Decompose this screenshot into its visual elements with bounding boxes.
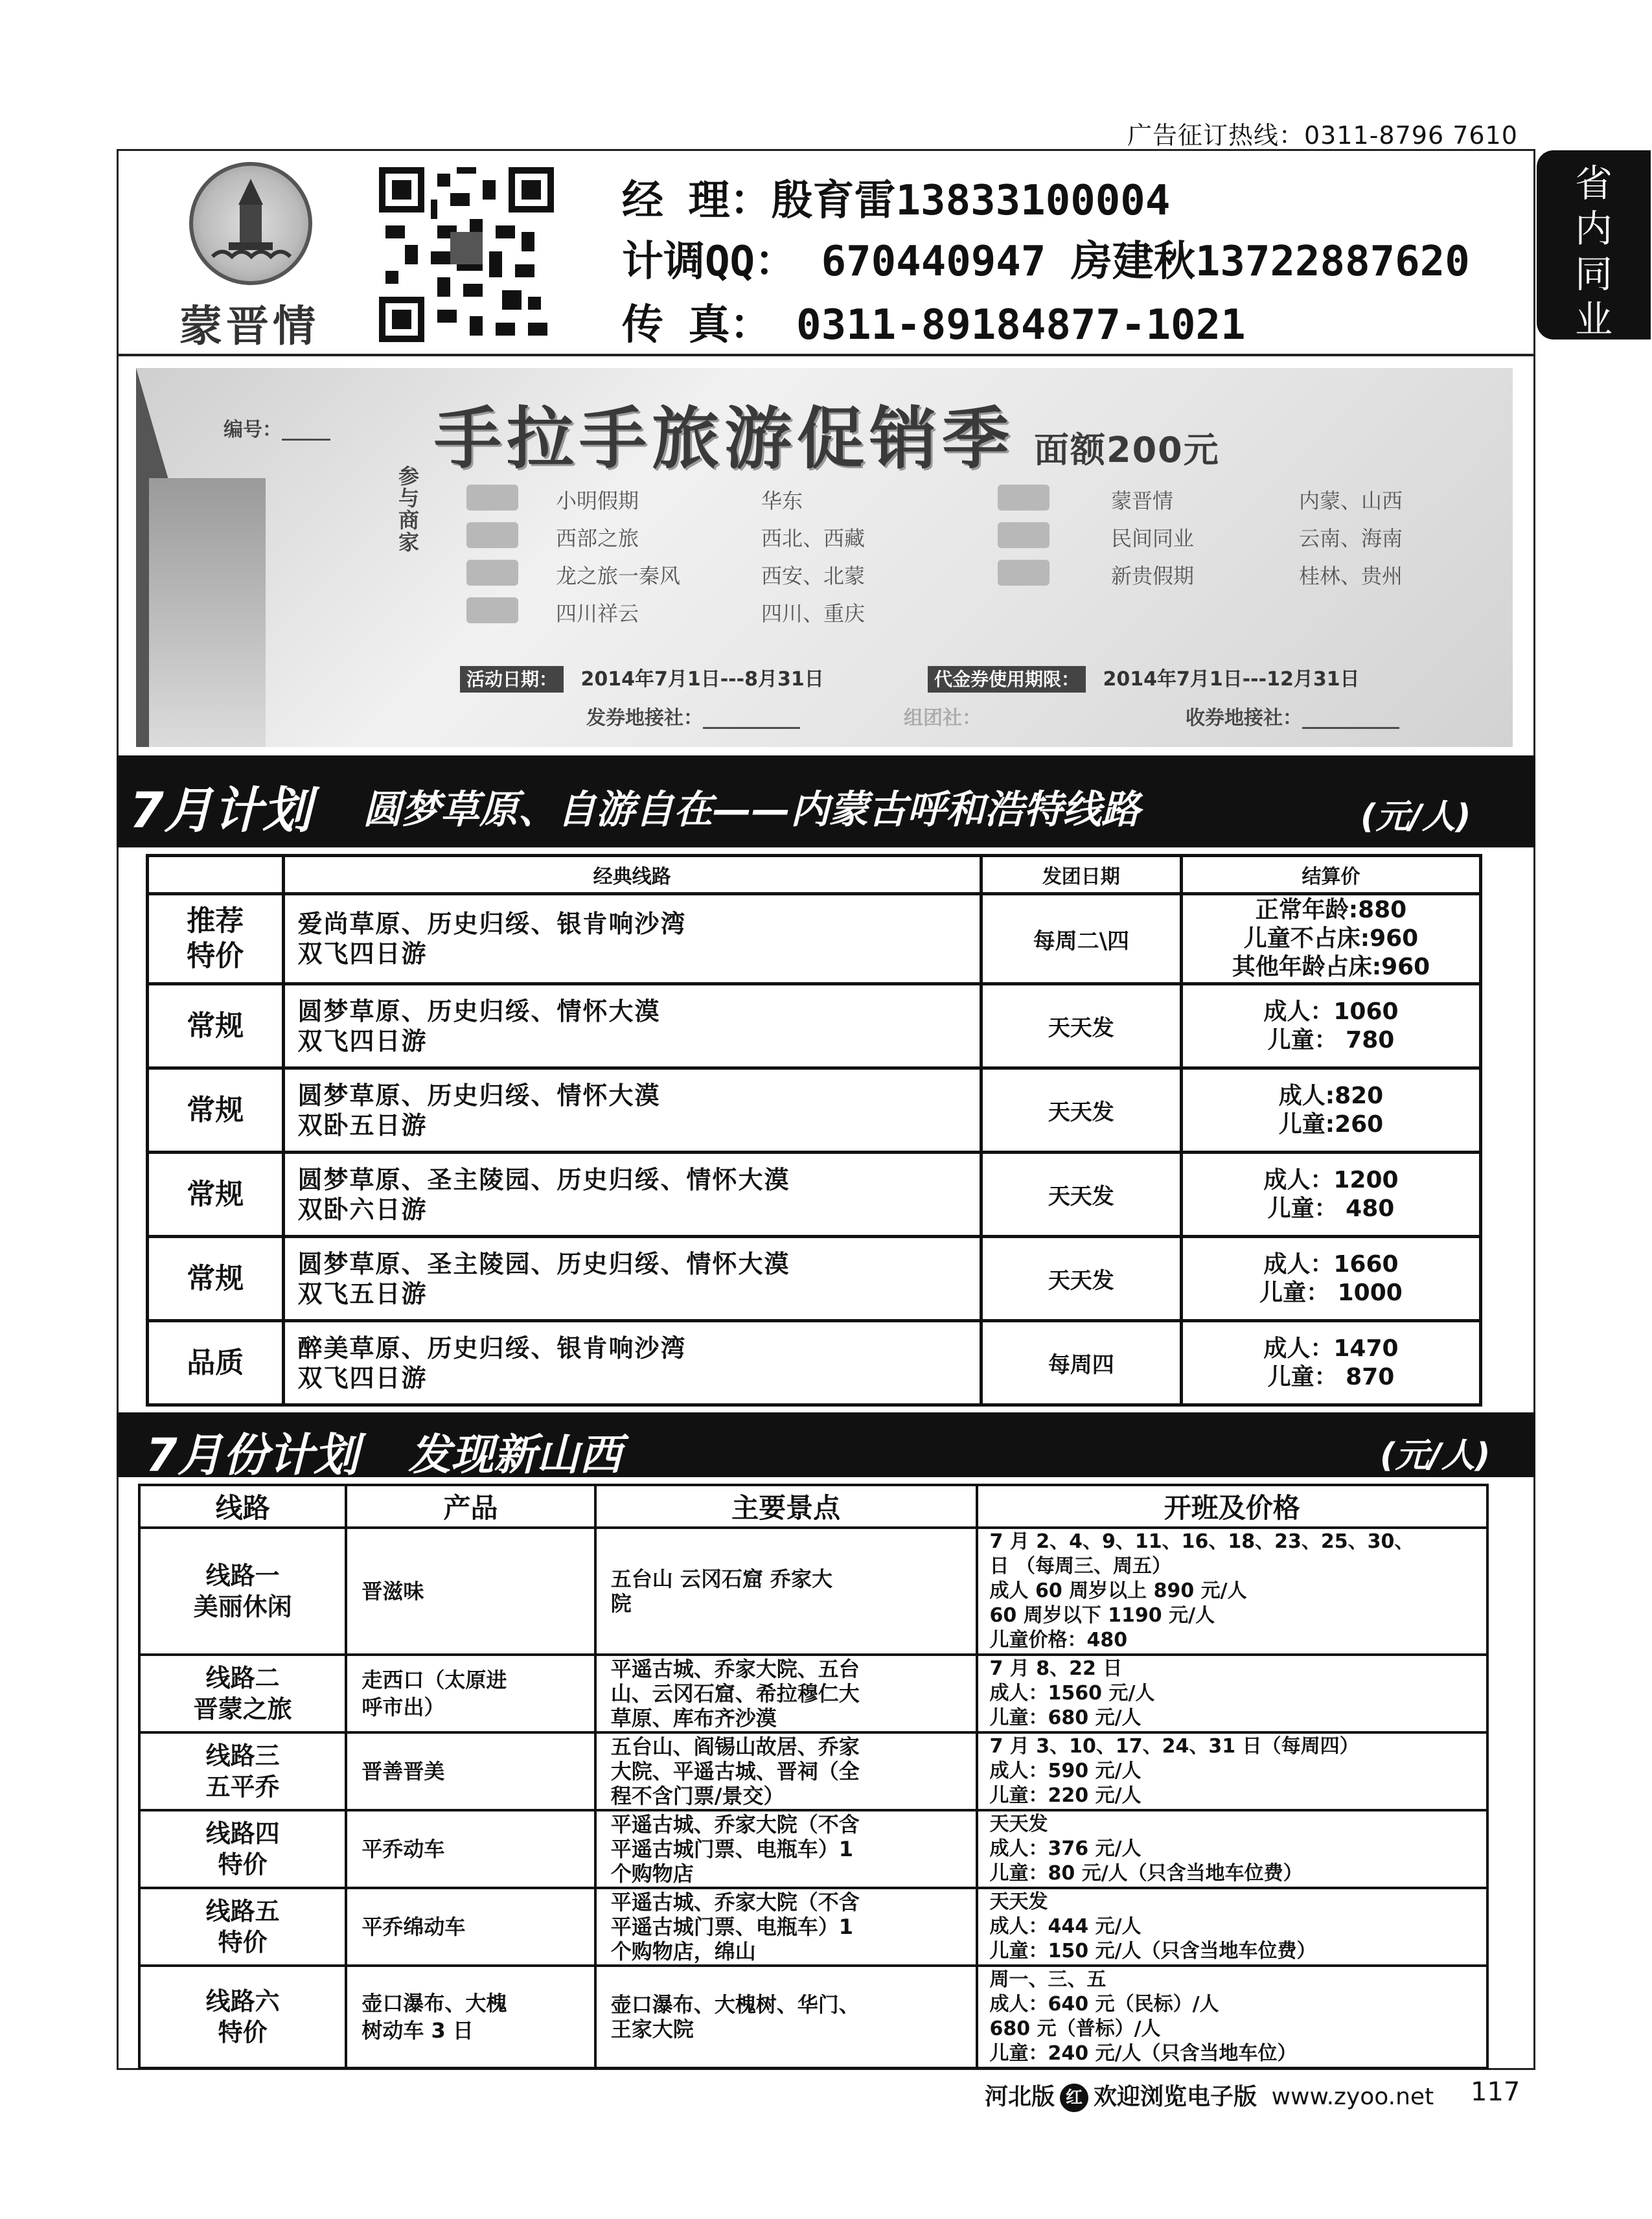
merchant-logo-icon [466, 597, 518, 623]
date-cell: 每周四 [981, 1321, 1181, 1405]
category-text: 特价 [218, 1850, 268, 1879]
merchant-name: 新贵假期 [1111, 564, 1195, 588]
promo-banner [136, 368, 1513, 747]
table-row [139, 1888, 1487, 1966]
route-text: 醉美草原、历史归绥、银肯响沙湾 [297, 1333, 687, 1362]
product-text: 平乔绵动车 [361, 1914, 466, 1939]
serial-label: 编号：_____ [224, 419, 330, 441]
side-tab-char: 省 [1574, 161, 1612, 205]
schedule-cell [977, 1966, 1487, 2068]
pagoda-emblem-icon [189, 162, 312, 285]
category-cell: 品质 [148, 1321, 284, 1405]
merchant-name: 民间同业 [1111, 526, 1195, 551]
category-text: 线路二 [205, 1664, 280, 1692]
sights-text: 个购物店，绵山 [610, 1939, 756, 1964]
schedule-text: 天天发 [989, 1813, 1048, 1835]
schedule-text: 周一、三、五 [989, 1968, 1107, 1991]
price-cell [1181, 1153, 1480, 1237]
banner-decor [149, 478, 266, 747]
route-text: 圆梦草原、历史归绥、情怀大漠 [297, 996, 661, 1026]
schedule-text: 儿童：220 元/人 [989, 1784, 1141, 1807]
schedule-text: 儿童：680 元/人 [989, 1707, 1141, 1729]
price-text: 正常年龄:880 [1255, 897, 1407, 923]
route-cell [283, 894, 981, 984]
schedule-cell [977, 1888, 1487, 1966]
route-text: 双飞四日游 [297, 1026, 428, 1055]
section1-table [146, 854, 1482, 1407]
merchants-label: 参与商家 [398, 464, 419, 555]
table-header [139, 1485, 1487, 1528]
table-row [148, 984, 1481, 1068]
date-cell: 天天发 [981, 984, 1181, 1068]
footer-url[interactable]: www.zyoo.net [1271, 2084, 1434, 2110]
category-text: 五平乔 [205, 1773, 280, 1801]
price-text: 成人：1470 [1263, 1335, 1399, 1362]
ad-hotline: 广告征订热线：0311-8796 7610 [1127, 121, 1518, 150]
route-text: 双飞四日游 [297, 1363, 428, 1392]
route-cell [283, 1321, 981, 1405]
section2-subtitle: 发现新山西 [408, 1430, 622, 1480]
price-text: 儿童： 1000 [1259, 1279, 1403, 1306]
section2-unit: (元/人) [1380, 1436, 1491, 1475]
sights-cell [595, 1966, 977, 2068]
schedule-text: 成人：376 元/人 [989, 1837, 1141, 1860]
category-text: 美丽休闲 [193, 1592, 292, 1621]
table-row [139, 1655, 1487, 1732]
sights-text: 程不含门票/景交） [610, 1784, 785, 1808]
merchant-logo-icon [466, 522, 518, 548]
footer-edition: 河北版 [985, 2084, 1055, 2110]
date-cell: 天天发 [981, 1153, 1181, 1237]
product-text: 晋滋味 [361, 1579, 424, 1604]
schedule-text: 日 （每周三、周五） [989, 1555, 1171, 1578]
sights-text: 个购物店 [610, 1861, 694, 1886]
schedule-cell [977, 1732, 1487, 1810]
activity-dates-row [460, 663, 824, 691]
category-text: 线路三 [205, 1742, 280, 1770]
banner-title [434, 384, 1373, 481]
schedule-text: 成人 60 周岁以上 890 元/人 [989, 1580, 1247, 1602]
sights-text: 壶口瀑布、大槐树、华门、 [610, 1992, 860, 2017]
product-cell [346, 1732, 595, 1810]
price-text: 成人：1660 [1263, 1250, 1399, 1278]
table-row [139, 1966, 1487, 2068]
merchant-name: 龙之旅一秦风 [556, 564, 681, 588]
table-row [139, 1732, 1487, 1810]
merchant-name: 四川祥云 [556, 601, 639, 626]
category-cell: 常规 [148, 1237, 284, 1321]
price-cell [1181, 1068, 1480, 1153]
section1-bar [117, 755, 1535, 847]
sights-text: 王家大院 [610, 2017, 694, 2041]
merchant-name: 西部之旅 [556, 526, 639, 551]
price-cell [1181, 1237, 1480, 1321]
sights-text: 五台山 云冈石窟 乔家大 [610, 1567, 832, 1591]
category-text: 线路五 [205, 1897, 280, 1926]
brand-logo [162, 162, 337, 351]
section1-title: 7月计划 [130, 781, 312, 839]
product-cell [346, 1966, 595, 2068]
sights-text: 草原、库布齐沙漠 [610, 1706, 777, 1730]
sights-cell [595, 1810, 977, 1888]
contact-dispatch: 计调QQ： 670440947 房建秋13722887620 [622, 238, 1470, 286]
brand-name: 蒙晋情 [179, 301, 319, 351]
route-text: 双飞五日游 [297, 1279, 428, 1308]
sights-text: 平遥古城门票、电瓶车）1 [610, 1837, 853, 1861]
schedule-text: 成人：590 元/人 [989, 1760, 1141, 1782]
activity-label: 活动日期： [460, 666, 564, 693]
side-tab-char: 同 [1574, 252, 1612, 296]
product-cell [346, 1655, 595, 1732]
sights-text: 平遥古城、乔家大院（不含 [610, 1812, 860, 1837]
voucher-label: 代金券使用期限： [928, 666, 1086, 693]
category-cell [139, 1888, 346, 1966]
category-cell: 常规 [148, 984, 284, 1068]
route-text: 双飞四日游 [297, 939, 428, 968]
table-row [148, 1321, 1481, 1405]
schedule-text: 680 元（普标）/人 [989, 2018, 1161, 2040]
side-tab-char: 内 [1574, 207, 1612, 251]
date-cell: 每周二\四 [981, 894, 1181, 984]
page-number: 117 [1471, 2077, 1520, 2107]
product-text: 走西口（太原进 [361, 1668, 507, 1692]
product-text: 平乔动车 [361, 1837, 445, 1861]
category-cell [139, 1528, 346, 1655]
table-row [148, 1237, 1481, 1321]
price-cell [1181, 894, 1480, 984]
header-cell: 线路 [139, 1485, 346, 1528]
schedule-text: 成人：1560 元/人 [989, 1682, 1155, 1705]
schedule-cell [977, 1810, 1487, 1888]
category-text: 特价 [218, 1928, 268, 1957]
table-row [139, 1810, 1487, 1888]
product-text: 树动车 3 日 [361, 2018, 474, 2043]
sights-text: 平遥古城、乔家大院、五台 [610, 1657, 860, 1681]
schedule-text: 7 月 3、10、17、24、31 日（每周四） [989, 1735, 1359, 1758]
schedule-text: 儿童价格：480 [989, 1629, 1128, 1651]
footer [985, 2078, 1516, 2112]
merchant-logo-icon [998, 485, 1050, 511]
route-text: 双卧五日游 [297, 1110, 428, 1140]
header-cell: 结算价 [1181, 856, 1480, 894]
merchant-region: 云南、海南 [1299, 526, 1403, 551]
price-text: 儿童:260 [1278, 1110, 1384, 1138]
category-text: 晋蒙之旅 [193, 1695, 292, 1723]
merchant-region: 桂林、贵州 [1299, 564, 1403, 588]
product-cell [346, 1810, 595, 1888]
merchant-region: 四川、重庆 [761, 601, 866, 626]
date-cell: 天天发 [981, 1237, 1181, 1321]
face-value: 面额200元 [1034, 430, 1220, 470]
product-cell [346, 1528, 595, 1655]
schedule-text: 天天发 [989, 1891, 1048, 1913]
voucher-dates-row [928, 663, 1360, 691]
merchant-name: 蒙晋情 [1111, 489, 1174, 513]
category-text: 推荐 [187, 904, 244, 937]
category-text: 线路一 [205, 1561, 280, 1590]
merchant-region: 西安、北蒙 [761, 564, 866, 588]
date-cell: 天天发 [981, 1068, 1181, 1153]
price-text: 儿童： 480 [1267, 1195, 1395, 1222]
table-row [148, 1068, 1481, 1153]
schedule-text: 儿童：80 元/人（只含当地车位费） [989, 1862, 1303, 1885]
merchant-logo-icon [466, 485, 518, 511]
schedule-text: 7 月 2、4、9、11、16、18、23、25、30、 [989, 1530, 1414, 1553]
price-text: 成人:820 [1278, 1082, 1384, 1109]
sights-cell [595, 1528, 977, 1655]
sights-text: 院 [610, 1591, 632, 1616]
price-text: 成人：1200 [1263, 1166, 1399, 1193]
merchant-logo-icon [998, 522, 1050, 548]
category-cell: 常规 [148, 1153, 284, 1237]
sights-text: 平遥古城门票、电瓶车）1 [610, 1914, 853, 1939]
schedule-text: 成人：640 元（民标）/人 [989, 1993, 1219, 2016]
schedule-cell [977, 1528, 1487, 1655]
schedule-text: 儿童：150 元/人（只含当地车位费） [989, 1940, 1316, 1962]
side-tab-char: 业 [1574, 297, 1612, 341]
header-cell: 经典线路 [283, 856, 981, 894]
merchant-region: 西北、西藏 [761, 526, 866, 551]
category-cell [139, 1732, 346, 1810]
product-text: 壶口瀑布、大槐 [361, 1991, 507, 2016]
merchant-logo-icon [998, 560, 1050, 586]
section2-bar [117, 1412, 1535, 1482]
table-row [148, 894, 1481, 984]
category-text: 线路六 [205, 1987, 280, 2016]
sights-text: 山、云冈石窟、希拉穆仁大 [610, 1681, 860, 1706]
product-cell [346, 1888, 595, 1966]
category-text: 特价 [187, 939, 244, 972]
schedule-cell [977, 1655, 1487, 1732]
schedule-text: 60 周岁以下 1190 元/人 [989, 1604, 1215, 1627]
category-cell [139, 1810, 346, 1888]
merchant-name: 小明假期 [556, 489, 639, 513]
header-cell: 发团日期 [981, 856, 1181, 894]
voucher-dates: 2014年7月1日---12月31日 [1103, 668, 1360, 691]
route-text: 圆梦草原、圣主陵园、历史归绥、情怀大漠 [297, 1165, 790, 1194]
sights-text: 平遥古城、乔家大院（不含 [610, 1890, 860, 1914]
route-cell [283, 1153, 981, 1237]
table-row [139, 1528, 1487, 1655]
header-divider [117, 354, 1535, 356]
price-text: 成人：1060 [1263, 998, 1399, 1025]
route-cell [283, 1237, 981, 1321]
schedule-text: 7 月 8、22 日 [989, 1657, 1123, 1680]
section1-subtitle: 圆梦草原、自游自在——内蒙古呼和浩特线路 [363, 787, 1140, 833]
route-text: 双卧六日游 [297, 1195, 428, 1224]
footer-tagline: 欢迎浏览电子版 [1094, 2084, 1257, 2110]
category-cell [148, 894, 284, 984]
price-cell [1181, 1321, 1480, 1405]
qr-code-icon [379, 167, 554, 342]
category-text: 线路四 [205, 1819, 280, 1848]
sights-cell [595, 1732, 977, 1810]
price-text: 儿童不占床:960 [1243, 925, 1419, 952]
merchant-region: 华东 [761, 489, 803, 513]
section2-title: 7月份计划 [146, 1429, 359, 1482]
table-row [148, 1153, 1481, 1237]
banner-title-text: 手拉手旅游促销季 [434, 398, 1015, 478]
header-cell [148, 856, 284, 894]
sights-text: 大院、平遥古城、晋祠（全 [610, 1759, 860, 1784]
category-text: 特价 [218, 2018, 268, 2047]
route-cell [283, 1068, 981, 1153]
red-badge-icon: 红 [1060, 2084, 1088, 2112]
receiver-field: 收券地接社：__________ [1186, 707, 1399, 730]
product-text: 呼市出） [361, 1695, 445, 1719]
side-tab [1537, 150, 1651, 339]
product-text: 晋善晋美 [361, 1759, 445, 1784]
merchant-logo-icon [466, 560, 518, 586]
price-text: 其他年龄占床:960 [1232, 954, 1430, 980]
price-text: 儿童： 780 [1267, 1026, 1395, 1053]
section1-unit: (元/人) [1360, 798, 1471, 836]
category-cell [139, 1655, 346, 1732]
header-cell: 主要景点 [595, 1485, 977, 1528]
price-text: 儿童： 870 [1267, 1363, 1395, 1390]
route-cell [283, 984, 981, 1068]
table-header [148, 856, 1481, 894]
category-cell: 常规 [148, 1068, 284, 1153]
contact-manager: 经 理：殷育雷13833100004 [622, 177, 1171, 225]
issuer-field: 发券地接社：__________ [586, 707, 800, 730]
contact-fax: 传 真： 0311-89184877-1021 [622, 301, 1246, 349]
category-cell [139, 1966, 346, 2068]
price-cell [1181, 984, 1480, 1068]
header-cell: 产品 [346, 1485, 595, 1528]
section2-table [138, 1484, 1489, 2069]
header-cell: 开班及价格 [977, 1485, 1487, 1528]
sights-cell [595, 1888, 977, 1966]
group-field: 组团社： [904, 707, 981, 730]
route-text: 爱尚草原、历史归绥、银肯响沙湾 [297, 910, 687, 938]
merchant-region: 内蒙、山西 [1299, 489, 1403, 513]
activity-dates: 2014年7月1日---8月31日 [580, 668, 824, 691]
schedule-text: 成人：444 元/人 [989, 1915, 1141, 1938]
route-text: 圆梦草原、历史归绥、情怀大漠 [297, 1081, 661, 1110]
sights-text: 五台山、阎锡山故居、乔家 [610, 1734, 860, 1759]
sights-cell [595, 1655, 977, 1732]
schedule-text: 儿童：240 元/人（只含当地车位） [989, 2042, 1297, 2065]
route-text: 圆梦草原、圣主陵园、历史归绥、情怀大漠 [297, 1249, 790, 1278]
